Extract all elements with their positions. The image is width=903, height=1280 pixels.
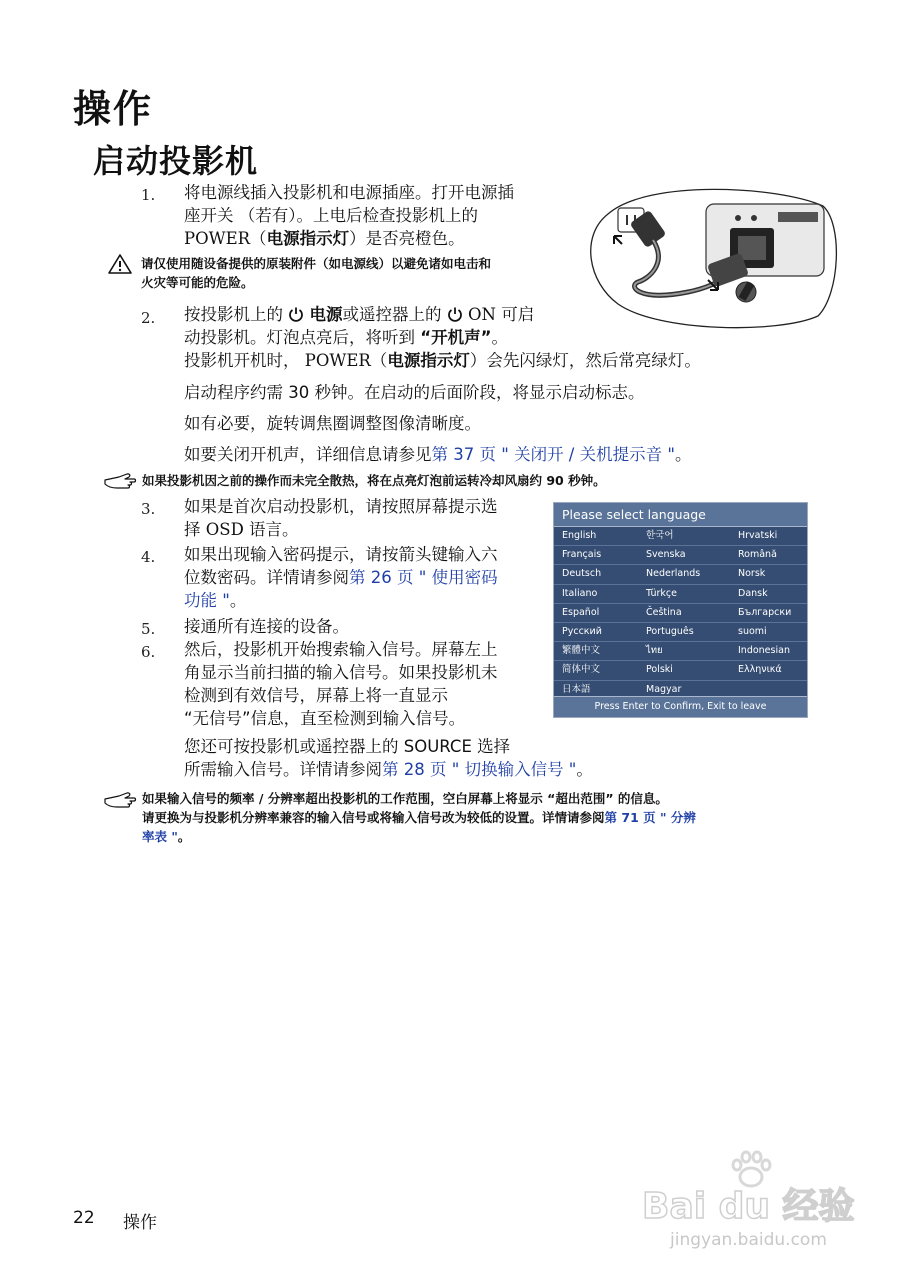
link-page-71-cont[interactable]: 率表 " bbox=[142, 829, 178, 844]
language-menu-title: Please select language bbox=[554, 503, 807, 527]
language-row bbox=[554, 661, 807, 680]
language-select-menu bbox=[553, 502, 808, 718]
watermark-brand: Bai du 经验 bbox=[642, 1186, 855, 1227]
language-option[interactable]: Română bbox=[738, 549, 777, 561]
language-row bbox=[554, 585, 807, 604]
language-option[interactable]: Magyar bbox=[646, 683, 682, 695]
step-2-para-3: 如有必要，旋转调焦圈调整图像清晰度。 bbox=[184, 414, 481, 433]
link-page-28[interactable]: 第 28 页 " 切换输入信号 " bbox=[382, 760, 577, 779]
step-3-text: 如果是首次启动投影机，请按照屏幕提示选 择 OSD 语言。 bbox=[184, 497, 498, 539]
language-option[interactable]: Português bbox=[646, 625, 694, 637]
language-option[interactable]: Hrvatski bbox=[738, 530, 778, 541]
step-2-para-2: 启动程序约需 30 秒钟。在启动的后面阶段，将显示启动标志。 bbox=[184, 383, 645, 402]
language-option[interactable]: 日本語 bbox=[562, 683, 591, 695]
warning-text: 请仅使用随设备提供的原装附件（如电源线）以避免诸如电击和 火灾等可能的危险。 bbox=[141, 256, 492, 290]
language-option[interactable]: Nederlands bbox=[646, 568, 701, 580]
watermark-url: jingyan.baidu.com bbox=[670, 1230, 827, 1250]
language-option[interactable]: Čeština bbox=[646, 606, 682, 618]
language-option[interactable]: ไทย bbox=[646, 645, 663, 657]
language-option[interactable]: Indonesian bbox=[738, 645, 790, 657]
language-option[interactable]: 한국어 bbox=[646, 530, 674, 541]
step-5-number: 5. bbox=[141, 620, 156, 638]
note-hand-icon bbox=[103, 790, 137, 810]
language-option[interactable]: suomi bbox=[738, 625, 767, 637]
language-option[interactable]: Dansk bbox=[738, 587, 768, 599]
language-option[interactable]: Русский bbox=[562, 625, 602, 637]
language-row bbox=[554, 546, 807, 565]
note-out-of-range: 如果输入信号的频率 / 分辨率超出投影机的工作范围，空白屏幕上将显示 “超出范围” 的信息。 请更换为与投影机分辨率兼容的输入信号或将输入信号改为较低的设置。详情请参阅第 71 页 " 分辨 率表 "。 bbox=[142, 791, 696, 844]
language-option[interactable]: Norsk bbox=[738, 568, 766, 580]
language-option[interactable]: Italiano bbox=[562, 587, 598, 599]
step-6-text: 然后，投影机开始搜索输入信号。屏幕左上 角显示当前扫描的输入信号。如果投影机未 检测到有效信号，屏幕上将一直显示 “无信号”信息，直至检测到输入信号。 bbox=[184, 640, 498, 728]
step-1-text: 将电源线插入投影机和电源插座。打开电源插 座开关 （若有）。上电后检查投影机上的 POWER（电源指示灯）是否亮橙色。 bbox=[184, 183, 514, 248]
page-heading: 操作 bbox=[73, 87, 154, 131]
page-number: 22 bbox=[73, 1208, 95, 1228]
step-6-para-2: 您还可按投影机或遥控器上的 SOURCE 选择 所需输入信号。详情请参阅第 28 页 " 切换输入信号 "。 bbox=[184, 737, 593, 779]
step-1-number: 1. bbox=[141, 186, 156, 204]
baidu-watermark bbox=[640, 1150, 860, 1270]
language-row bbox=[554, 527, 807, 546]
step-4-text: 如果出现输入密码提示，请按箭头键输入六 位数密码。详情请参阅第 26 页 " 使用密码 功能 "。 bbox=[184, 545, 498, 610]
language-option[interactable]: Deutsch bbox=[562, 568, 602, 580]
step-2-text: 按投影机上的 电源或遥控器上的 ON 可启 动投影机。灯泡点亮后，将听到 “开机声”。 投影机开机时， POWER（电源指示灯）会先闪绿灯，然后常亮绿灯。 bbox=[184, 305, 701, 370]
link-page-26[interactable]: 第 26 页 " 使用密码 bbox=[349, 568, 498, 587]
step-2-number: 2. bbox=[141, 309, 156, 327]
language-option[interactable]: Français bbox=[562, 549, 602, 561]
link-page-37[interactable]: 第 37 页 " 关闭开 / 关机提示音 " bbox=[431, 445, 675, 464]
language-row bbox=[554, 623, 807, 642]
step-6-number: 6. bbox=[141, 643, 156, 661]
note-hand-icon bbox=[103, 471, 137, 491]
language-option[interactable]: Türkçe bbox=[646, 587, 677, 599]
language-row bbox=[554, 565, 807, 584]
step-5-text: 接通所有连接的设备。 bbox=[184, 617, 349, 636]
link-page-71[interactable]: 第 71 页 " 分辨 bbox=[604, 810, 696, 825]
link-page-26-cont[interactable]: 功能 " bbox=[184, 591, 230, 610]
language-grid bbox=[554, 527, 807, 700]
note-cooling-fan: 如果投影机因之前的操作而未完全散热，将在点亮灯泡前运转冷却风扇约 90 秒钟。 bbox=[142, 473, 606, 488]
step-2-para-4: 如要关闭开机声，详细信息请参见第 37 页 " 关闭开 / 关机提示音 "。 bbox=[184, 445, 692, 464]
language-row bbox=[554, 642, 807, 661]
step-3-number: 3. bbox=[141, 500, 156, 518]
language-option[interactable]: 简体中文 bbox=[562, 664, 601, 676]
section-heading: 启动投影机 bbox=[93, 142, 259, 180]
step-4-number: 4. bbox=[141, 548, 156, 566]
language-option[interactable]: English bbox=[562, 530, 597, 541]
power-icon bbox=[288, 306, 304, 322]
language-option[interactable]: Ελληνικά bbox=[738, 664, 782, 676]
footer-section-title: 操作 bbox=[123, 1213, 157, 1233]
language-option[interactable]: Svenska bbox=[646, 549, 686, 561]
language-option[interactable]: Български bbox=[738, 606, 792, 618]
power-icon bbox=[447, 306, 463, 322]
language-menu-footer: Press Enter to Confirm, Exit to leave bbox=[554, 696, 807, 717]
language-option[interactable]: Español bbox=[562, 606, 600, 618]
language-option[interactable]: 繁體中文 bbox=[562, 645, 601, 657]
language-option[interactable]: Polski bbox=[646, 664, 673, 676]
language-row bbox=[554, 604, 807, 623]
warning-icon bbox=[107, 253, 133, 275]
